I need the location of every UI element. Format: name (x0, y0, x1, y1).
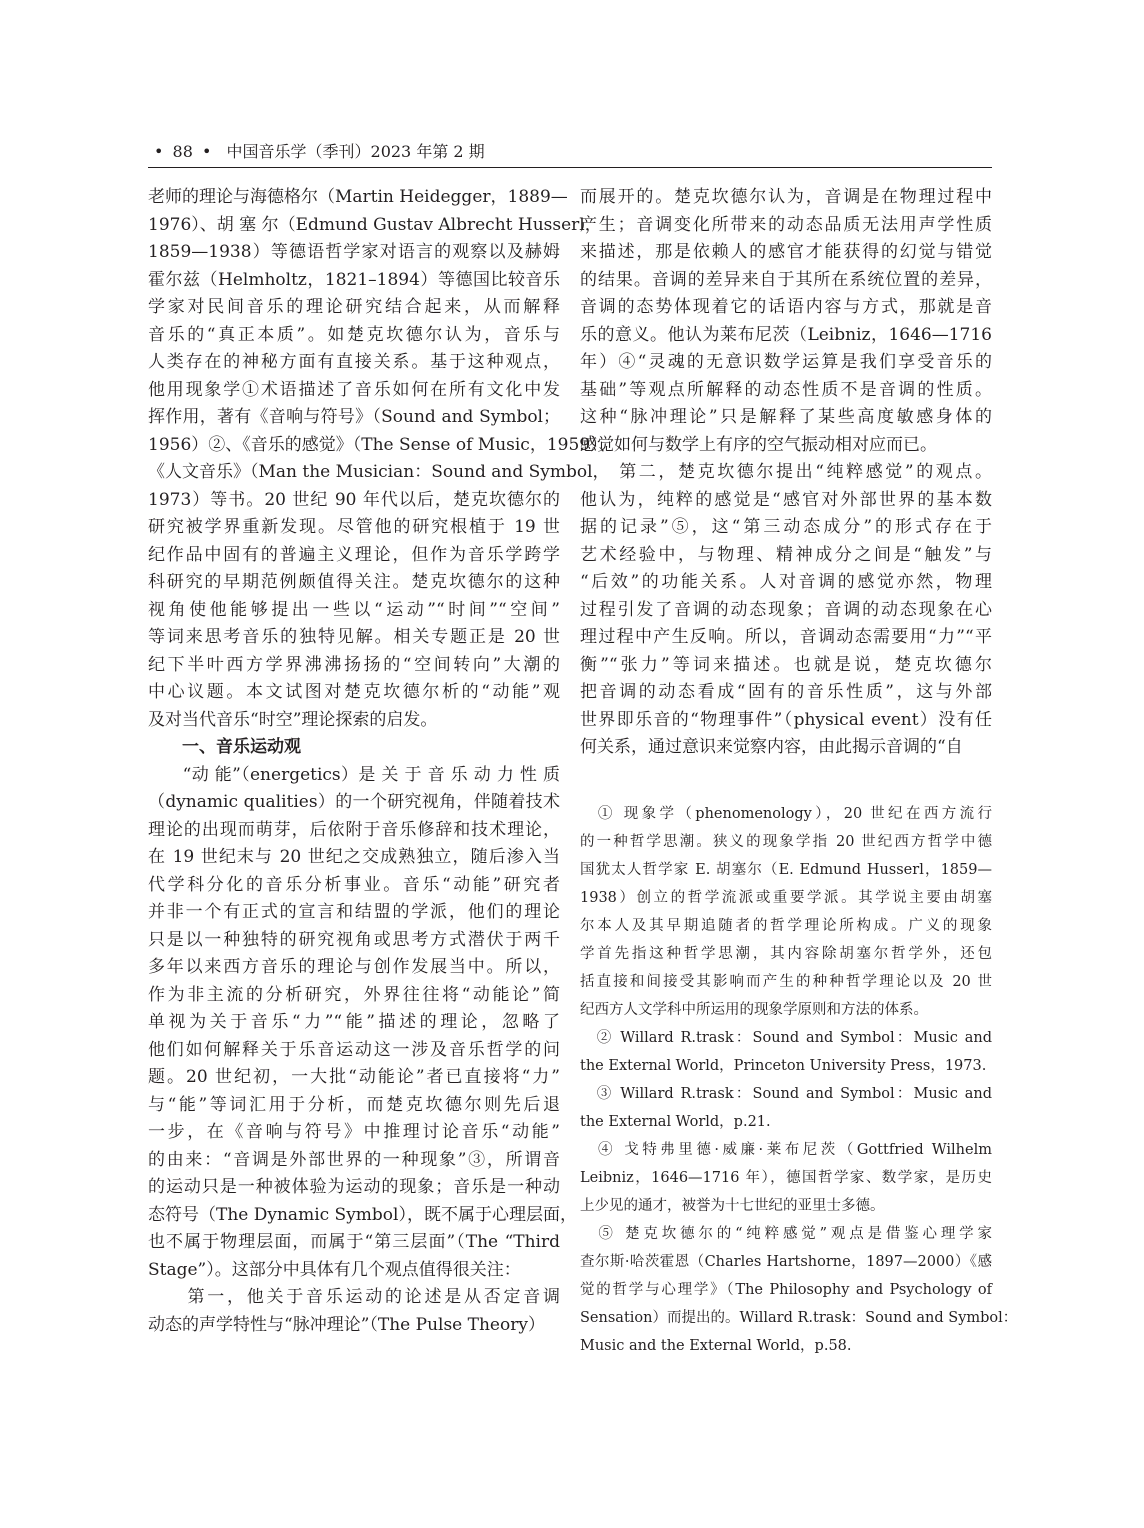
text-line: 基础”等观点所解释的动态性质不是音调的性质。 (580, 379, 992, 400)
text-line: 来描述，那是依赖人的感官才能获得的幻觉与错觉 (580, 242, 992, 262)
text-line: 的运动只是一种被体验为运动的现象；音乐是一种动 (148, 1177, 560, 1197)
text-line: 感觉如何与数学上有序的空气振动相对应而已。 (580, 434, 937, 455)
text-line: （dynamic qualities）的一个研究视角，伴随着技术 (148, 792, 560, 812)
text-line: 乐的意义。他认为莱布尼茨（Leibniz，1646—1716 (580, 324, 992, 345)
text-line: 1956）②、《音乐的感觉》（The Sense of Music，1959）、 (148, 434, 616, 455)
text-line: 他认为，纯粹的感觉是“感官对外部世界的基本数 (580, 489, 992, 510)
text-line: 产生；音调变化所带来的动态品质无法用声学性质 (580, 214, 992, 235)
text-line: 音乐的“真正本质”。如楚克坎德尔认为，音乐与 (148, 324, 560, 345)
text-line: 艺术经验中，与物理、精神成分之间是“触发”与 (580, 544, 992, 565)
footnote-line: Leibniz，1646—1716 年），德国哲学家、数学家，是历史 (580, 1170, 992, 1186)
text-line: 中心议题。本文试图对楚克坎德尔析的“动能”观 (148, 682, 560, 702)
footnote-line: ⑤ 楚克坎德尔的“纯粹感觉”观点是借鉴心理学家 (580, 1226, 992, 1242)
text-line: 1976）、胡 塞 尔（Edmund Gustav Albrecht Husserl， (148, 214, 602, 235)
text-line: “动 能”（energetics）是 关 于 音 乐 动 力 性 质 (148, 764, 560, 785)
text-line: 在 19 世纪末与 20 世纪之交成熟独立，随后渗入当 (148, 847, 560, 867)
text-line: 与“能”等词汇用于分析，而楚克坎德尔则先后退 (148, 1094, 560, 1115)
text-line: 这种“脉冲理论”只是解释了某些高度敏感身体的 (580, 407, 992, 427)
footnote-line: ① 现象学（phenomenology），20 世纪在西方流行 (580, 806, 992, 822)
footnotes (580, 800, 1018, 1360)
text-line: 等词来思考音乐的独特见解。相关专题正是 20 世 (148, 627, 560, 647)
footnote (580, 1220, 1018, 1360)
header-rule (148, 167, 992, 168)
footnote (580, 800, 992, 1024)
text-line: 音调的态势体现着它的话语内容与方式，那就是音 (580, 297, 992, 317)
text-line: 题。20 世纪初，一大批“动能论”者已直接将“力” (148, 1067, 560, 1087)
footnote-line: Music and the External World，p.58. (580, 1338, 852, 1354)
text-line: 而展开的。楚克坎德尔认为，音调是在物理过程中 (580, 187, 992, 207)
text-line: 第一，他关于音乐运动的论述是从否定音调 (148, 1287, 560, 1307)
text-line: 动态的声学特性与“脉冲理论”（The Pulse Theory） (148, 1314, 545, 1335)
footnote-line: 纪西方人文学科中所运用的现象学原则和方法的体系。 (580, 1002, 928, 1018)
footnote-line: 国犹太人哲学家 E. 胡塞尔（E. Edmund Husserl，1859— (580, 862, 992, 878)
text-line: 纪作品中固有的普遍主义理论，但作为音乐学跨学 (148, 544, 560, 565)
footnote-line: ④ 戈特弗里德·威廉·莱布尼茨（Gottfried Wilhelm (580, 1142, 992, 1158)
footnote-line: the External World，Princeton University Press，1973. (580, 1058, 987, 1074)
text-line: 人类存在的神秘方面有直接关系。基于这种观点， (148, 352, 560, 372)
text-line: 1859—1938）等德语哲学家对语言的观察以及赫姆 (148, 242, 560, 262)
text-line: 霍尔兹（Helmholtz，1821–1894）等德国比较音乐 (148, 269, 560, 290)
footnote-line: 查尔斯·哈茨霍恩（Charles Hartshorne，1897—2000）《感 (580, 1254, 992, 1270)
footnote (580, 1136, 992, 1220)
header-bullet-right: • (201, 142, 212, 161)
text-line: 衡”“张力”等词来描述。也就是说，楚克坎德尔 (580, 654, 992, 675)
text-line: 多年以来西方音乐的理论与创作发展当中。所以， (148, 957, 560, 977)
text-line: 挥作用，著有《音响与符号》（Sound and Symbol； (148, 407, 560, 427)
footnote-line: 尔本人及其早期追随者的哲学理论所构成。广义的现象 (580, 918, 992, 934)
text-line: 老师的理论与海德格尔（Martin Heidegger，1889— (148, 187, 568, 207)
text-line: 过程引发了音调的动态现象；音调的动态现象在心 (580, 599, 992, 620)
text-line: 一步，在《音响与符号》中推理讨论音乐“动能” (148, 1122, 560, 1142)
text-line: 《人文音乐》（Man the Musician：Sound and Symbol， (148, 462, 610, 482)
text-line: 代学科分化的音乐分析事业。音乐“动能”研究者 (148, 874, 560, 895)
footnote-line: ② Willard R.trask：Sound and Symbol：Music and (580, 1030, 992, 1046)
footnote-line: Sensation）而提出的。Willard R.trask：Sound and Symbol： (580, 1310, 1018, 1326)
footnote-line: 1938）创立的哲学流派或重要学派。其学说主要由胡塞 (580, 890, 992, 906)
footnote-line: 的一种哲学思潮。狭义的现象学指 20 世纪西方哲学中德 (580, 834, 992, 850)
footnote-line: ③ Willard R.trask：Sound and Symbol：Music and (580, 1086, 992, 1102)
footnote-line: 觉的哲学与心理学》（The Philosophy and Psychology of (580, 1282, 992, 1298)
text-line: 1973）等书。20 世纪 90 年代以后，楚克坎德尔的 (148, 489, 560, 510)
text-line: 研究被学界重新发现。尽管他的研究根植于 19 世 (148, 517, 560, 537)
text-line: 据的记录”⑤，这“第三动态成分”的形式存在于 (580, 517, 992, 537)
page-number: 88 (172, 142, 193, 161)
text-line: 学家对民间音乐的理论研究结合起来，从而解释 (148, 297, 560, 317)
text-line: 视角使他能够提出一些以“运动”“时间”“空间” (148, 599, 560, 620)
section-heading: 一、音乐运动观 (148, 737, 301, 757)
text-line: 理过程中产生反响。所以，音调动态需要用“力”“平 (580, 627, 992, 647)
text-line: 态符号（The Dynamic Symbol），既不属于心理层面， (148, 1204, 577, 1225)
text-line: 何关系，通过意识来觉察内容，由此揭示音调的“自 (580, 737, 963, 757)
text-line: 他用现象学①术语描述了音乐如何在所有文化中发 (148, 379, 560, 400)
text-line: 的由来：“音调是外部世界的一种现象”③，所谓音 (148, 1149, 560, 1170)
text-line: 科研究的早期范例颇值得关注。楚克坎德尔的这种 (148, 572, 560, 592)
header-bullet-left: • (154, 142, 164, 161)
journal-title: 中国音乐学（季刊）2023 年第 2 期 (226, 142, 485, 161)
footnote-line: 上少见的通才，被誉为十七世纪的亚里士多德。 (580, 1198, 885, 1214)
text-line: Stage”）。这部分中具体有几个观点值得很关注： (148, 1259, 521, 1280)
footnote-line: the External World，p.21. (580, 1114, 771, 1130)
text-line: 并非一个有正式的宣言和结盟的学派，他们的理论 (148, 902, 560, 922)
text-line: 也不属于物理层面，而属于“第三层面”（The “Third (148, 1232, 560, 1252)
text-line: 年）④“灵魂的无意识数学运算是我们享受音乐的 (580, 352, 992, 372)
text-line: 的结果。音调的差异来自于其所在系统位置的差异， (580, 269, 992, 290)
running-header (150, 138, 992, 168)
text-line: 把音调的动态看成“固有的音乐性质”，这与外部 (580, 682, 992, 702)
text-line: 世界即乐音的“物理事件”（physical event）没有任 (580, 709, 992, 730)
left-column (148, 184, 616, 1339)
footnote-line: 括直接和间接受其影响而产生的种种哲学理论以及 20 世 (580, 974, 992, 990)
text-line: 只是以一种独特的研究视角或思考方式潜伏于两千 (148, 929, 560, 950)
text-line: 及对当代音乐“时空”理论探索的启发。 (148, 709, 438, 730)
right-column (580, 184, 992, 762)
text-line: 纪下半叶西方学界沸沸扬扬的“空间转向”大潮的 (148, 654, 560, 675)
text-line: 第二，楚克坎德尔提出“纯粹感觉”的观点。 (580, 462, 992, 482)
text-line: “后效”的功能关系。人对音调的感觉亦然，物理 (580, 572, 992, 592)
footnote (580, 1024, 992, 1080)
text-line: 理论的出现而萌芽，后依附于音乐修辞和技术理论， (148, 819, 560, 840)
footnote-line: 学首先指这种哲学思潮，其内容除胡塞尔哲学外，还包 (580, 946, 992, 962)
text-line: 单视为关于音乐“力”“能”描述的理论，忽略了 (148, 1012, 560, 1032)
text-line: 作为非主流的分析研究，外界往往将“动能论”简 (148, 984, 560, 1005)
footnote (580, 1080, 992, 1136)
text-line: 他们如何解释关于乐音运动这一涉及音乐哲学的问 (148, 1039, 560, 1060)
